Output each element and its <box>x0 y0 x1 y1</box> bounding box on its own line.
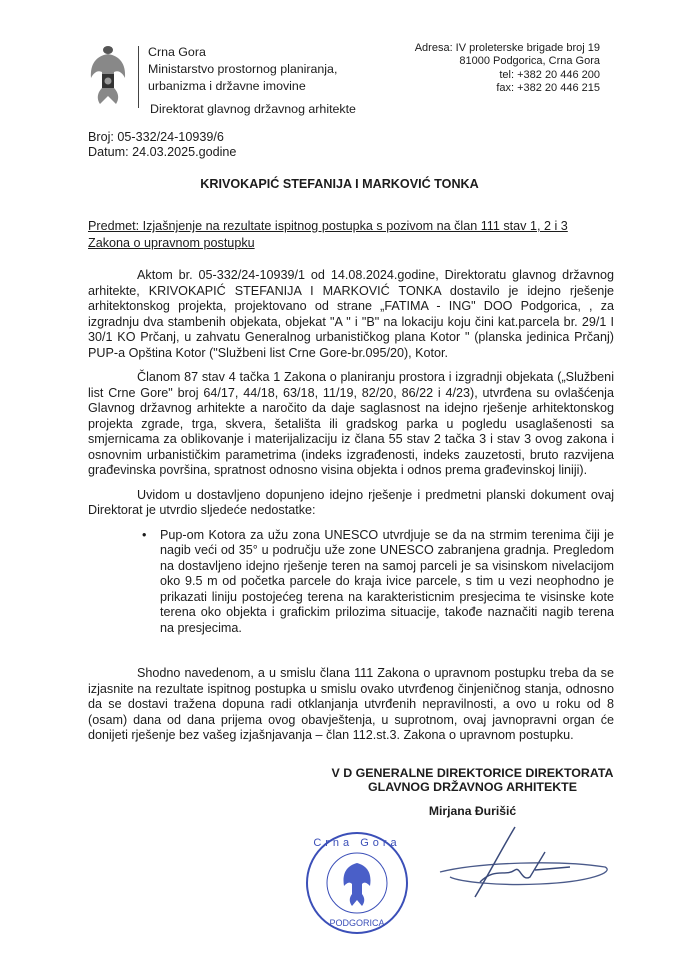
signatory-title-line-2: GLAVNOG DRŽAVNOG ARHITEKTE <box>367 779 578 794</box>
ministry-line-1: Ministarstvo prostornog planiranja, <box>148 62 338 76</box>
signatory-title-line-1: V D GENERALNE DIREKTORICE DIREKTORATA <box>331 765 614 780</box>
list-item: Pup-om Kotora za užu zona UNESCO utvrdjuje se da na strmim terenima čiji je nagib veći od 35° u području uže zone UNESCO zabranjena gradnja. Pregledom na dostavljeno idejno rješenje teren na samoj parceli je sa visinskom nivelacijom oko 9.5 m od početka parcele do kraja ivice parcele, s tim u vezi neophodno je prikazati liniju postojećeg terena na karakteristicnim presjecima te visinske kote terena oko objekta i grafickim prilozima situacije, takođe naznačiti nagib terena na presjecima. <box>160 527 614 635</box>
paragraph-1: Aktom br. 05-332/24-10939/1 od 14.08.2024.godine, Direktoratu glavnog državnog arhitekte, KRIVOKAPIĆ STEFANIJA I MARKOVIĆ TONKA dostavilo je idejno rješenje arhitektonskog projekta, projektovano od strane „FATIMA - ING" DOO Podgorica, , za izgradnju dva stambenih objekata, objekat "A " i "B" na lokaciju koju čini kat.parcela br. 29/1 I 30/1 KO Prčanj, u zahvatu Generalnog urbanističkog plana Kotor " (planska jedinica Prčanj) PUP-a Opština Kotor ("Službeni list Crne Gore-br.095/20), Kotor. <box>88 268 614 360</box>
svg-text:Crna Gora: Crna Gora <box>313 836 401 849</box>
deficiency-list <box>142 528 614 637</box>
handwritten-signature <box>420 822 620 912</box>
address-line: Adresa: IV proleterske brigade broj 19 <box>414 42 600 54</box>
phone-line: tel: +382 20 446 200 <box>499 68 600 81</box>
reference-number: Broj: 05-332/24-10939/6 <box>88 130 224 144</box>
directorate-name: Direktorat glavnog državnog arhitekte <box>150 102 356 116</box>
svg-text:PODGORICA: PODGORICA <box>329 917 385 928</box>
paragraph-4: Shodno navedenom, a u smislu člana 111 Zakona o upravnom postupku treba da se izjasnite na rezultate ispitnog postupka u smislu ovako utvrđenog činjeničnog stanja, odnosno da se dostavi tražena dopuna radi otklanjanja utvrđenih nepravilnosti, a ovo u roku od 8 (osam) dana od dana prijema ovog obavještenja, u suprotnom, ovaj javnopravni organ će donijeti rješenje bez vašeg izjašnjavanja – član 112.st.3. Zakona o upravnom postupku. <box>88 666 614 742</box>
organization-block <box>148 44 337 95</box>
coat-of-arms-icon <box>88 44 128 110</box>
address-line: 81000 Podgorica, Crna Gora <box>459 55 600 68</box>
country-name: Crna Gora <box>148 45 206 59</box>
addressee: KRIVOKAPIĆ STEFANIJA I MARKOVIĆ TONKA <box>200 177 479 191</box>
header-divider <box>138 46 139 108</box>
fax-line: fax: +382 20 446 215 <box>496 82 600 95</box>
paragraph-2: Članom 87 stav 4 tačka 1 Zakona o planiranju prostora i izgradnji objekata („Službeni list Crne Gore" broj 64/17, 44/18, 63/18, 11/19, 82/20, 86/22 i 4/23), utvrđena su ovlašćenja Glavnog državnog arhitekte a naročito da daje saglasnost na idejno rješenje arhitektonskog projekta zgrade, trga, skvera, šetališta ili gradskog parka u pogledu usaglašenosti sa smjernicama za oblikovanje i materijalizaciju iz člana 55 stav 2 tačka 3 i stav 3 ovog zakona i osnovnim urbanističkim parametrima (indeks izgrađenosti, indeks zauzetosti, bruto razvijena građevinska površina, spratnost odnosno visina objekta i odnos prema građevinskoj liniji). <box>88 370 614 477</box>
official-stamp <box>302 828 412 938</box>
reference-date: Datum: 24.03.2025.godine <box>88 145 237 159</box>
reference-block <box>88 130 236 160</box>
signature-block <box>300 766 645 966</box>
paragraph-3: Uvidom u dostavljeno dopunjeno idejno rješenje i predmetni planski dokument ovaj Direktorat je utvrdio sljedeće nedostatke: <box>88 487 614 517</box>
signatory-title <box>300 766 645 794</box>
signatory-name: Mirjana Đurišić <box>428 803 517 818</box>
subject-line: Predmet: Izjašnjenje na rezultate ispitnog postupka s pozivom na član 111 stav 1, 2 i 3 Zakona o upravnom postupku <box>88 219 568 250</box>
address-block <box>415 42 600 96</box>
bullet-icon: • <box>142 527 147 542</box>
ministry-line-2: urbanizma i državne imovine <box>148 79 306 93</box>
letter-body <box>88 268 614 966</box>
